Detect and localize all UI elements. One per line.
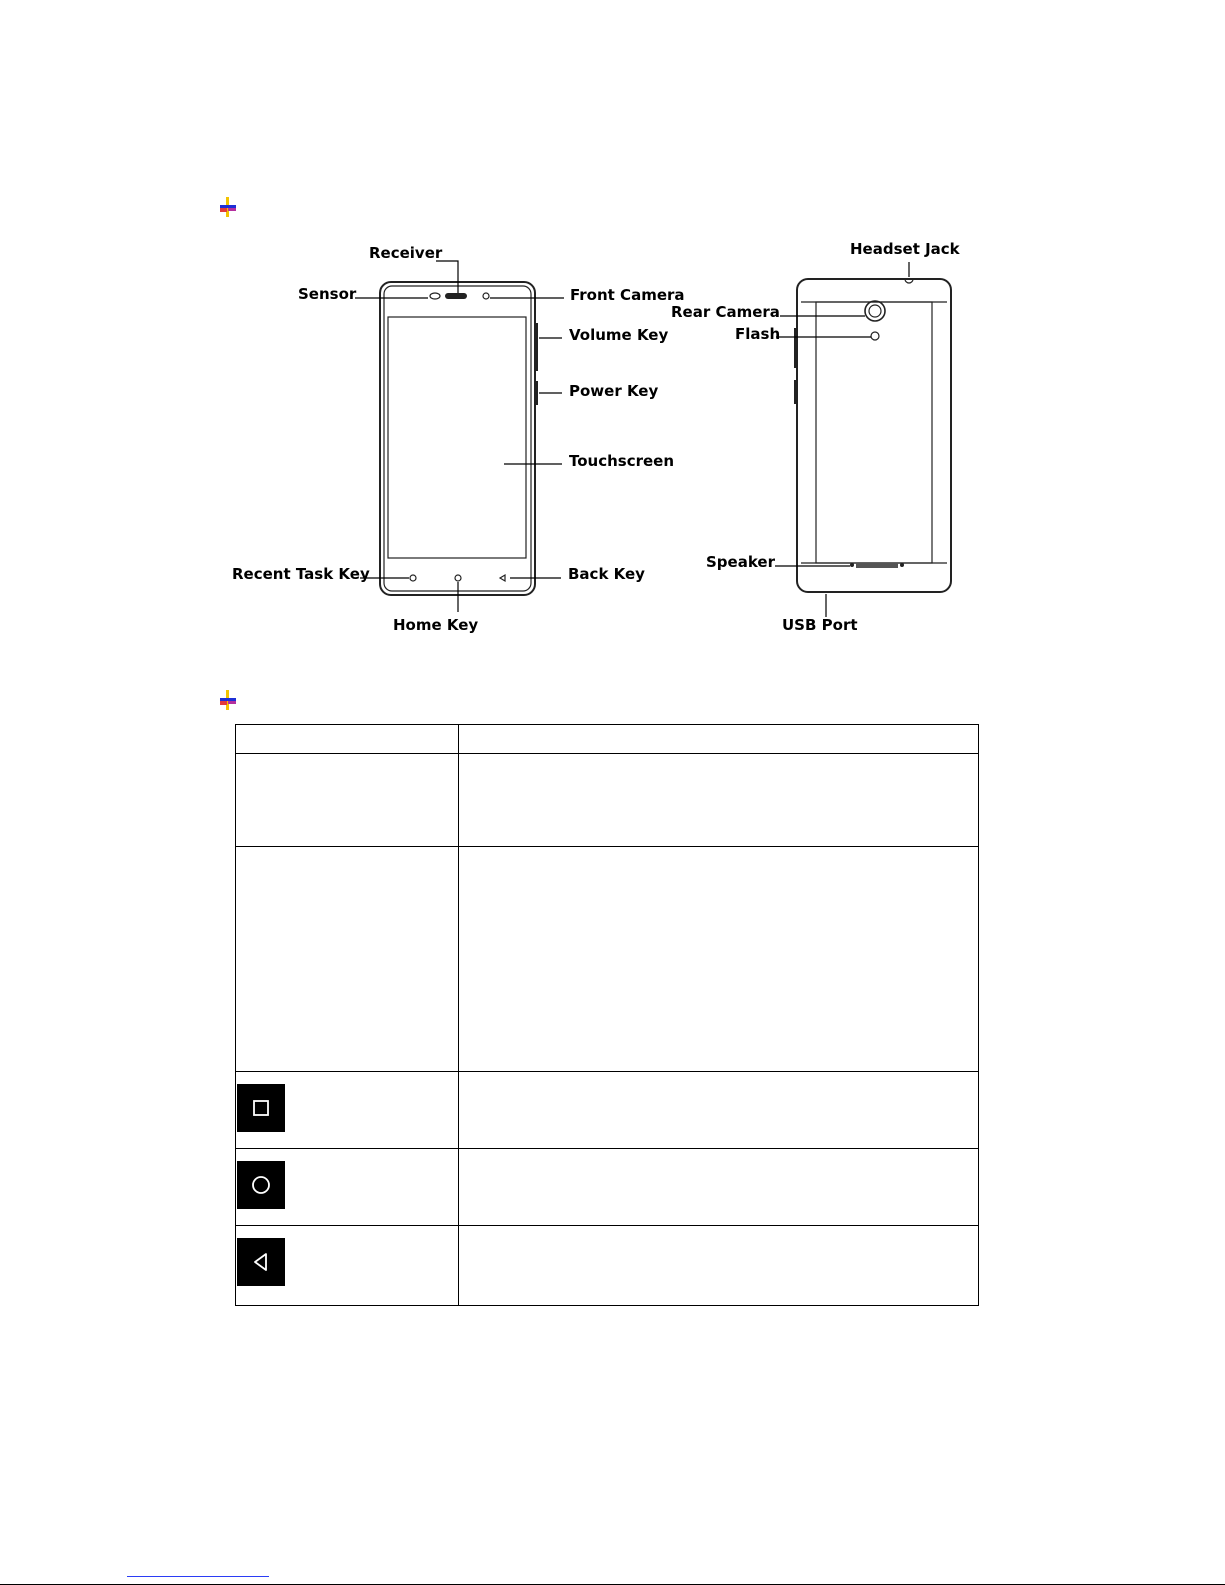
table-cell <box>459 725 979 754</box>
table-row <box>236 725 979 754</box>
table-row <box>236 847 979 1072</box>
table-row <box>236 1072 979 1149</box>
table-cell <box>236 1226 459 1306</box>
phone-back <box>794 279 951 592</box>
table-cell <box>236 1149 459 1226</box>
table-cell <box>459 1149 979 1226</box>
label-receiver: Receiver <box>369 244 443 262</box>
table-cell <box>236 847 459 1072</box>
table-row <box>236 1226 979 1306</box>
label-speaker: Speaker <box>706 553 775 571</box>
table-cell <box>236 725 459 754</box>
label-flash: Flash <box>735 325 781 343</box>
recent-task-icon <box>237 1084 285 1132</box>
table-row <box>236 1149 979 1226</box>
section-bullet-icon <box>219 690 237 710</box>
table-cell <box>236 1072 459 1149</box>
label-front-camera: Front Camera <box>570 286 685 304</box>
label-sensor: Sensor <box>298 285 357 303</box>
label-headset-jack: Headset Jack <box>850 240 960 258</box>
table-row <box>236 754 979 847</box>
table-cell <box>459 847 979 1072</box>
label-volume-key: Volume Key <box>569 326 669 344</box>
phone-diagram <box>0 0 1225 680</box>
label-usb-port: USB Port <box>782 616 858 634</box>
label-rear-camera: Rear Camera <box>671 303 780 321</box>
table-cell <box>236 754 459 847</box>
phone-front <box>380 282 538 595</box>
label-home-key: Home Key <box>393 616 479 634</box>
label-recent-task-key: Recent Task Key <box>232 565 370 583</box>
home-icon <box>237 1161 285 1209</box>
label-touchscreen: Touchscreen <box>569 452 675 470</box>
footer-link-underline[interactable] <box>127 1576 269 1577</box>
keys-table <box>235 724 979 1306</box>
table-cell <box>459 754 979 847</box>
table-cell <box>459 1072 979 1149</box>
label-power-key: Power Key <box>569 382 659 400</box>
back-icon <box>237 1238 285 1286</box>
label-back-key: Back Key <box>568 565 645 583</box>
table-cell <box>459 1226 979 1306</box>
